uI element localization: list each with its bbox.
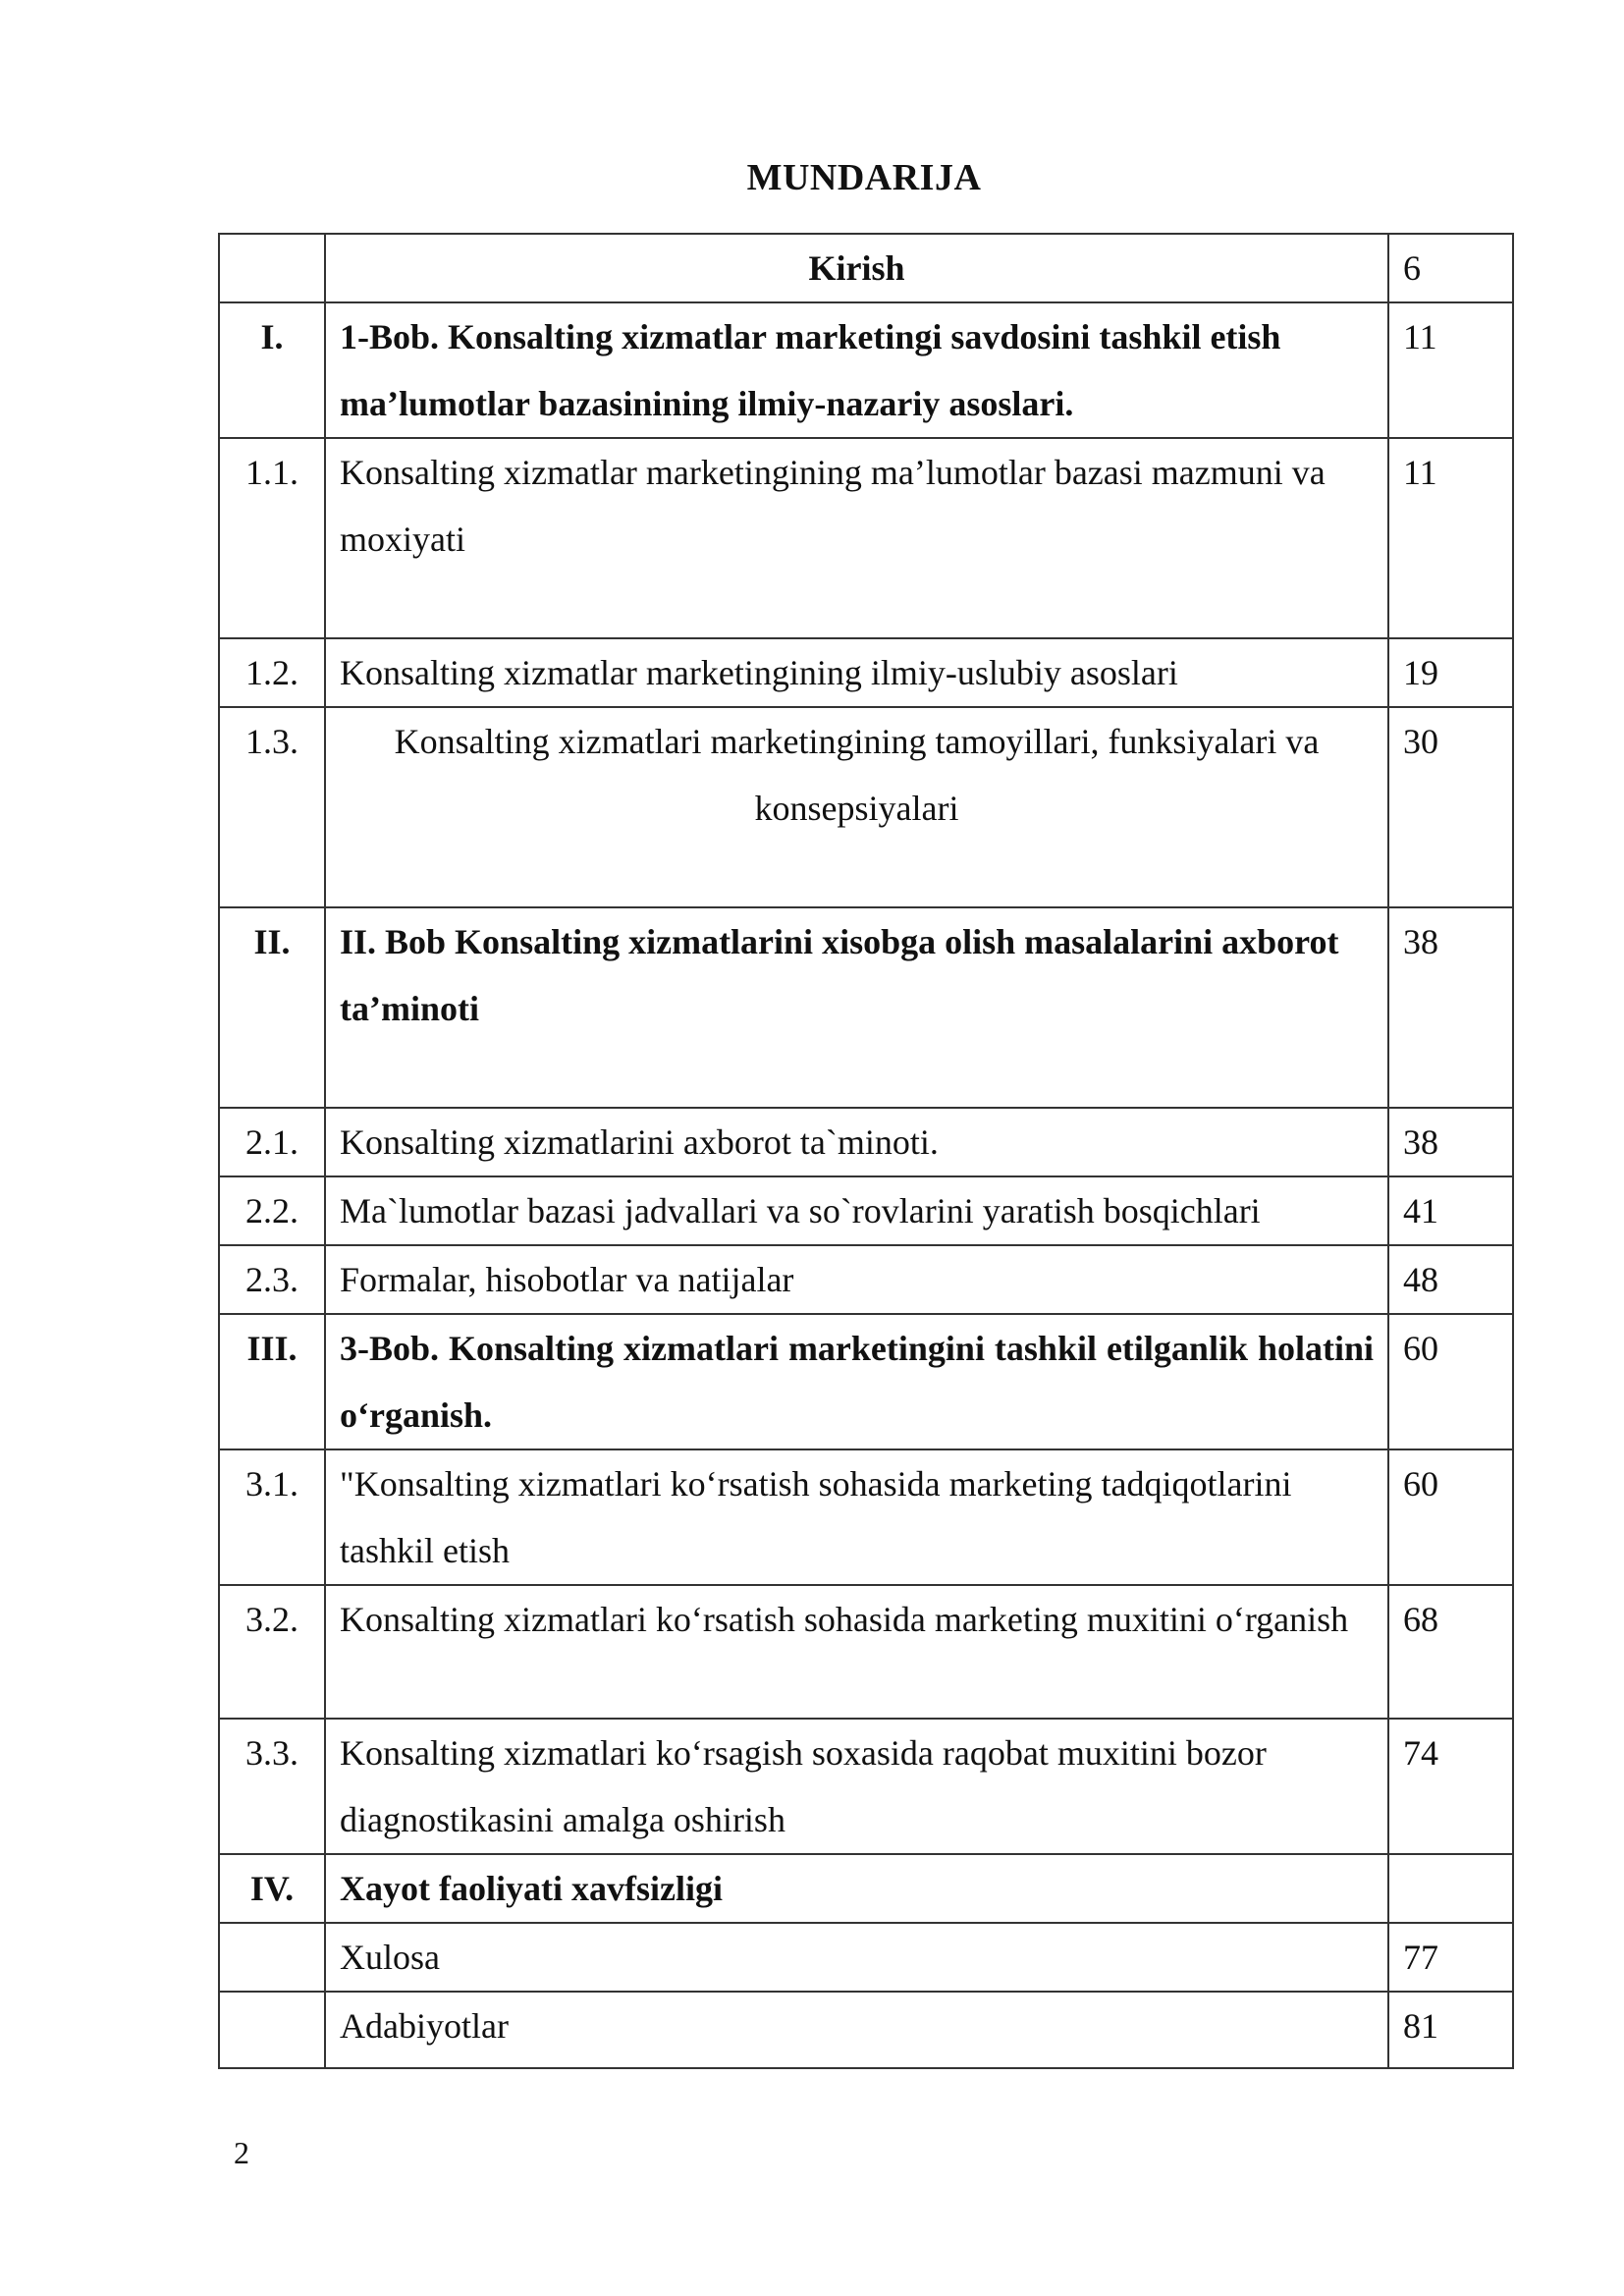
toc-row xyxy=(219,1585,1513,1719)
toc-page-number: 60 xyxy=(1388,1449,1513,1585)
toc-section-number: 2.3. xyxy=(219,1245,325,1314)
document-heading: MUNDARIJA xyxy=(746,157,982,198)
table-of-contents xyxy=(218,233,1514,2069)
toc-page-number: 11 xyxy=(1388,438,1513,638)
toc-section-number: 1.1. xyxy=(219,438,325,638)
toc-section-title: Formalar, hisobotlar va natijalar xyxy=(325,1245,1388,1314)
toc-body xyxy=(219,234,1513,2068)
toc-row xyxy=(219,1314,1513,1449)
toc-page-number: 74 xyxy=(1388,1719,1513,1854)
toc-row xyxy=(219,1923,1513,1992)
toc-section-number: 1.3. xyxy=(219,707,325,907)
toc-row xyxy=(219,1108,1513,1176)
toc-section-number: III. xyxy=(219,1314,325,1449)
toc-section-title: Konsalting xizmatlari ko‘rsagish soxasida raqobat muxitini bozor diagnostikasini amalga oshirish xyxy=(325,1719,1388,1854)
toc-page-number xyxy=(1388,1854,1513,1923)
toc-section-number: IV. xyxy=(219,1854,325,1923)
toc-page-number: 81 xyxy=(1388,1992,1513,2068)
toc-section-title: Konsalting xizmatlar marketingining ilmiy-uslubiy asoslari xyxy=(325,638,1388,707)
toc-page-number: 11 xyxy=(1388,302,1513,438)
toc-section-title: 3-Bob. Konsalting xizmatlari marketingini tashkil etilganlik holatini o‘rganish. xyxy=(325,1314,1388,1449)
toc-row xyxy=(219,1449,1513,1585)
toc-row xyxy=(219,638,1513,707)
toc-section-number xyxy=(219,234,325,302)
toc-section-number: I. xyxy=(219,302,325,438)
toc-row xyxy=(219,1719,1513,1854)
toc-page-number: 30 xyxy=(1388,707,1513,907)
toc-section-title: "Konsalting xizmatlari ko‘rsatish sohasida marketing tadqiqotlarini tashkil etish xyxy=(325,1449,1388,1585)
toc-section-title: Xayot faoliyati xavfsizligi xyxy=(325,1854,1388,1923)
page-number: 2 xyxy=(234,2135,249,2170)
toc-row xyxy=(219,1854,1513,1923)
toc-row xyxy=(219,234,1513,302)
toc-section-number: 3.3. xyxy=(219,1719,325,1854)
toc-section-title: Konsalting xizmatlarini axborot ta`minoti. xyxy=(325,1108,1388,1176)
toc-row xyxy=(219,1992,1513,2068)
toc-page-number: 38 xyxy=(1388,907,1513,1108)
toc-section-title: Konsalting xizmatlari marketingining tamoyillari, funksiyalari va konsepsiyalari xyxy=(325,707,1388,907)
toc-section-title: Xulosa xyxy=(325,1923,1388,1992)
toc-section-number: 1.2. xyxy=(219,638,325,707)
toc-page-number: 6 xyxy=(1388,234,1513,302)
toc-section-title: Kirish xyxy=(325,234,1388,302)
toc-row xyxy=(219,707,1513,907)
toc-row xyxy=(219,1176,1513,1245)
toc-row xyxy=(219,438,1513,638)
toc-row xyxy=(219,302,1513,438)
toc-page-number: 41 xyxy=(1388,1176,1513,1245)
toc-section-title: 1-Bob. Konsalting xizmatlar marketingi savdosini tashkil etish ma’lumotlar bazasinining ilmiy-nazariy asoslari. xyxy=(325,302,1388,438)
toc-section-title: II. Bob Konsalting xizmatlarini xisobga olish masalalarini axborot ta’minoti xyxy=(325,907,1388,1108)
toc-row xyxy=(219,907,1513,1108)
toc-section-number: 2.2. xyxy=(219,1176,325,1245)
toc-page-number: 48 xyxy=(1388,1245,1513,1314)
toc-section-number: 3.2. xyxy=(219,1585,325,1719)
toc-section-title: Ma`lumotlar bazasi jadvallari va so`rovlarini yaratish bosqichlari xyxy=(325,1176,1388,1245)
toc-section-number xyxy=(219,1923,325,1992)
toc-section-number: II. xyxy=(219,907,325,1108)
toc-section-title: Adabiyotlar xyxy=(325,1992,1388,2068)
toc-section-number: 2.1. xyxy=(219,1108,325,1176)
toc-section-number: 3.1. xyxy=(219,1449,325,1585)
toc-page-number: 38 xyxy=(1388,1108,1513,1176)
toc-section-title: Konsalting xizmatlar marketingining ma’lumotlar bazasi mazmuni va moxiyati xyxy=(325,438,1388,638)
toc-row xyxy=(219,1245,1513,1314)
toc-section-number xyxy=(219,1992,325,2068)
toc-page-number: 77 xyxy=(1388,1923,1513,1992)
toc-page-number: 19 xyxy=(1388,638,1513,707)
toc-page-number: 68 xyxy=(1388,1585,1513,1719)
toc-section-title: Konsalting xizmatlari ko‘rsatish sohasida marketing muxitini o‘rganish xyxy=(325,1585,1388,1719)
toc-page-number: 60 xyxy=(1388,1314,1513,1449)
